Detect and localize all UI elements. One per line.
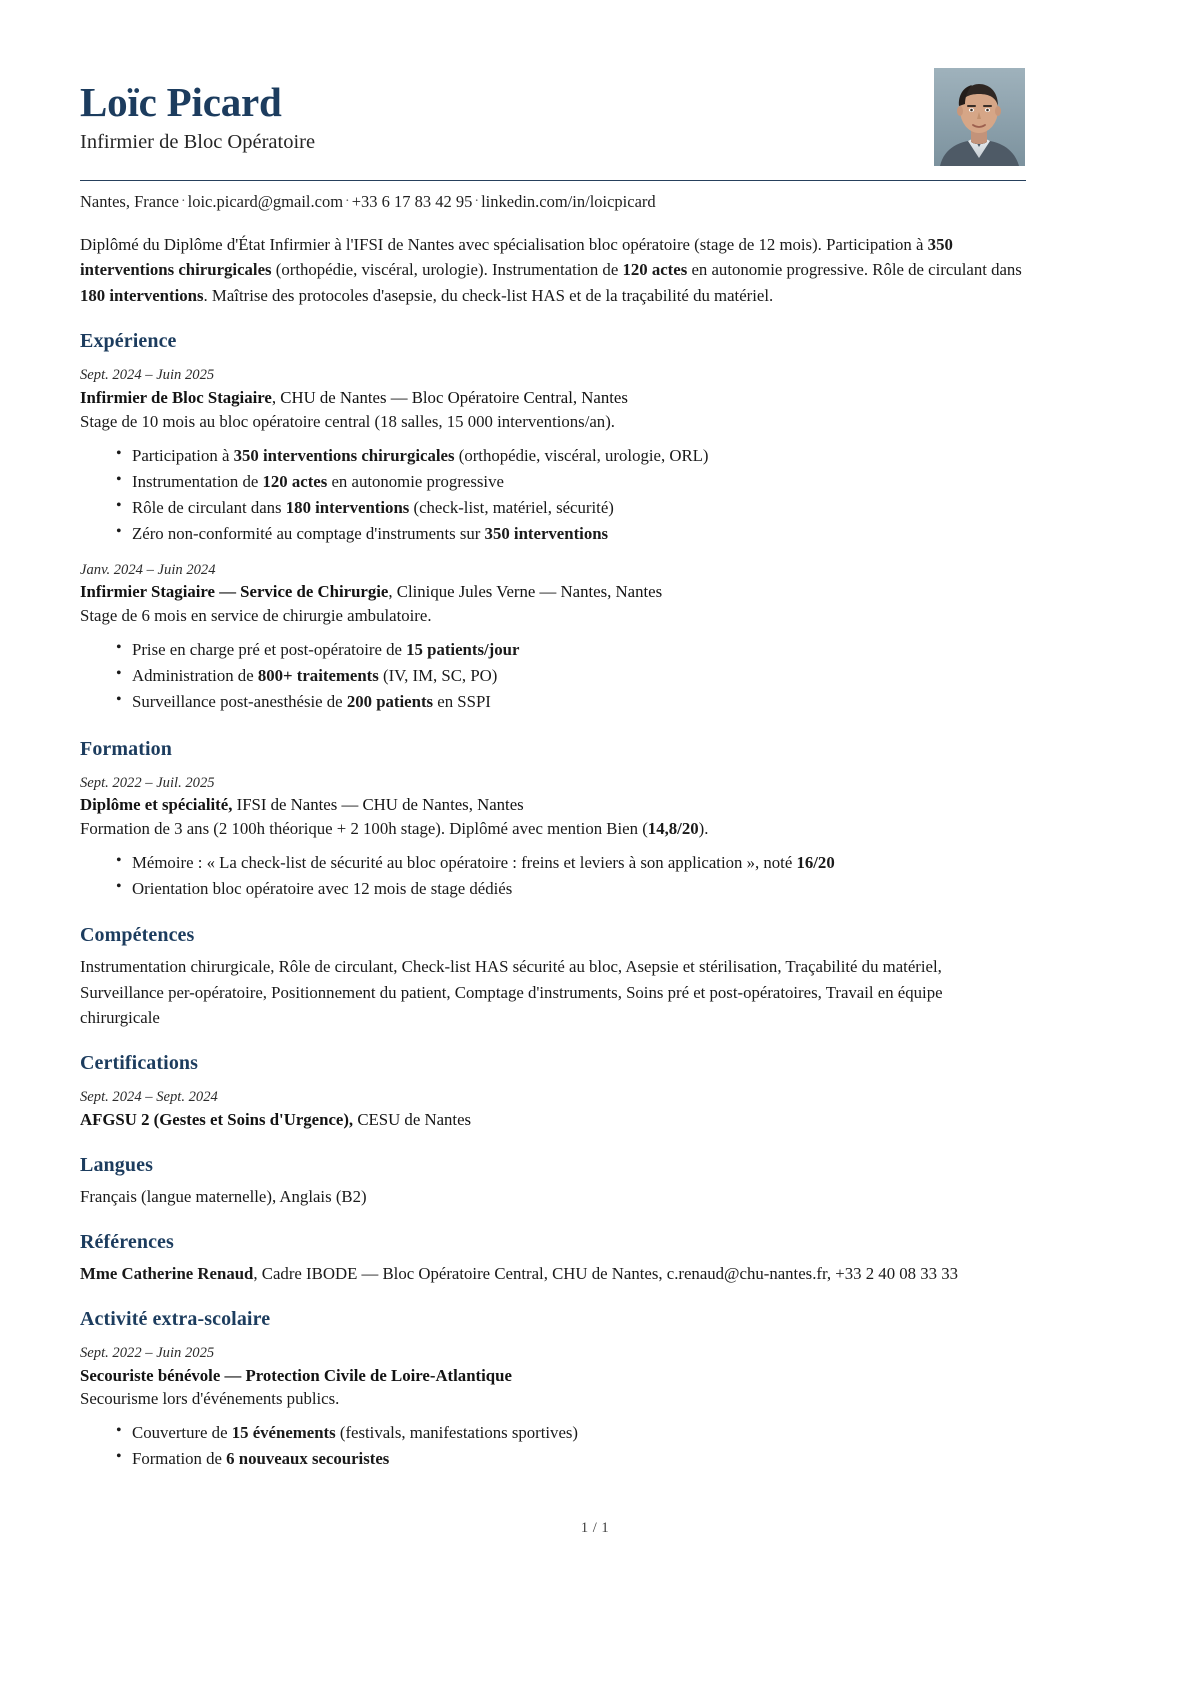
contact-linkedin[interactable]: linkedin.com/in/loicpicard xyxy=(481,192,656,211)
entry-title: Secouriste bénévole — Protection Civile de Loire-Atlantique xyxy=(80,1365,512,1385)
contact-email[interactable]: loic.picard@gmail.com xyxy=(187,192,344,211)
section-title-competences: Compétences xyxy=(80,924,195,947)
list-item: • Instrumentation de 120 actes en autonomie progressive xyxy=(116,469,1026,495)
entry-title: Infirmier Stagiaire — Service de Chirurgie, Clinique Jules Verne — Nantes, Nantes xyxy=(80,582,663,602)
entry-bullet-list xyxy=(80,443,1026,548)
section-activite-extra-scolaire xyxy=(80,1307,1026,1473)
entry-description: Formation de 3 ans (2 100h théorique + 2 100h stage). Diplômé avec mention Bien (14,8/20). xyxy=(80,819,709,839)
list-item: • Rôle de circulant dans 180 interventions (check-list, matériel, sécurité) xyxy=(116,495,1026,521)
entry-description: Secourisme lors d'événements publics. xyxy=(80,1389,340,1409)
list-item: • Zéro non-conformité au comptage d'instruments sur 350 interventions xyxy=(116,521,1026,547)
entry-description: Stage de 6 mois en service de chirurgie ambulatoire. xyxy=(80,606,432,626)
entry-title: Diplôme et spécialité, IFSI de Nantes — CHU de Nantes, Nantes xyxy=(80,795,524,815)
entry-bullet-list xyxy=(80,637,1026,716)
contact-separator-icon: · xyxy=(345,194,350,209)
entry xyxy=(80,774,1026,903)
entry-description: Stage de 10 mois au bloc opératoire central (18 salles, 15 000 interventions/an). xyxy=(80,412,615,432)
section-langues xyxy=(80,1153,1026,1209)
resume-sections xyxy=(80,329,1026,1472)
list-item: • Participation à 350 interventions chirurgicales (orthopédie, viscéral, urologie, ORL) xyxy=(116,443,1026,469)
contact-phone[interactable]: +33 6 17 83 42 95 xyxy=(351,192,473,211)
list-item: • Orientation bloc opératoire avec 12 mois de stage dédiés xyxy=(116,876,1026,902)
section-experience xyxy=(80,329,1026,715)
entry xyxy=(80,366,1026,547)
section-body-competences: Instrumentation chirurgicale, Rôle de circulant, Check-list HAS sécurité au bloc, Asepsie et stérilisation, Traçabilité du matériel, Surveillance per-opératoire, Positionnement du patient, Comptage d'instruments, Soins pré et post-opératoires, Travail en équipe chirurgicale xyxy=(80,957,943,1027)
portrait-photo-icon xyxy=(934,68,1025,166)
list-item: • Formation de 6 nouveaux secouristes xyxy=(116,1446,1026,1472)
section-competences xyxy=(80,923,1026,1030)
section-title-experience: Expérience xyxy=(80,330,177,353)
list-item: • Prise en charge pré et post-opératoire de 15 patients/jour xyxy=(116,637,1026,663)
entry xyxy=(80,1088,1026,1132)
section-body-references: Mme Catherine Renaud, Cadre IBODE — Bloc Opératoire Central, CHU de Nantes, c.renaud@chu-nantes.fr, +33 2 40 08 33 33 xyxy=(80,1263,959,1283)
entry-date: Janv. 2024 – Juin 2024 xyxy=(80,561,216,578)
entry-date: Sept. 2022 – Juil. 2025 xyxy=(80,774,215,791)
section-formation xyxy=(80,737,1026,903)
section-certifications xyxy=(80,1051,1026,1132)
contact-separator-icon: · xyxy=(474,194,480,209)
entry-bullet-list xyxy=(80,1420,1026,1472)
section-body-langues: Français (langue maternelle), Anglais (B2) xyxy=(80,1186,367,1206)
page-indicator: 1 / 1 xyxy=(580,1520,610,1536)
page-title: Loïc Picard xyxy=(80,79,282,125)
entry-title: Infirmier de Bloc Stagiaire, CHU de Nantes — Bloc Opératoire Central, Nantes xyxy=(80,388,628,408)
entry xyxy=(80,561,1026,716)
header-divider xyxy=(80,180,1026,181)
section-title-references: Références xyxy=(80,1230,174,1253)
contact-separator-icon: · xyxy=(180,194,186,209)
list-item: • Couverture de 15 événements (festivals, manifestations sportives) xyxy=(116,1420,1026,1446)
section-references xyxy=(80,1230,1026,1286)
page-footer xyxy=(0,1520,1190,1537)
section-title-formation: Formation xyxy=(80,737,172,760)
section-title-certifications: Certifications xyxy=(80,1052,199,1074)
entry xyxy=(80,1344,1026,1473)
entry-date: Sept. 2022 – Juin 2025 xyxy=(80,1344,215,1361)
professional-summary: Diplômé du Diplôme d'État Infirmier à l'IFSI de Nantes avec spécialisation bloc opératoire (stage de 12 mois). Participation à 350 interventions chirurgicales (orthopédie, viscéral, urologie). Instrumentation de 120 actes en autonomie progressive. Rôle de circulant dans 180 interventions. Maîtrise des protocoles d'asepsie, du check-list HAS et de la traçabilité du matériel. xyxy=(80,234,1022,305)
list-item: • Mémoire : « La check-list de sécurité au bloc opératoire : freins et leviers à son application », noté 16/20 xyxy=(116,850,1026,876)
section-title-langues: Langues xyxy=(80,1153,153,1176)
resume-header xyxy=(80,64,1026,168)
entry-bullet-list xyxy=(80,850,1026,902)
contact-location: Nantes, France xyxy=(80,192,179,211)
contact-line xyxy=(80,191,1026,214)
entry-date: Sept. 2024 – Sept. 2024 xyxy=(80,1089,218,1105)
resume-content xyxy=(80,64,1026,1473)
section-title-activite-extra-scolaire: Activité extra-scolaire xyxy=(80,1307,271,1330)
list-item: • Surveillance post-anesthésie de 200 patients en SSPI xyxy=(116,689,1026,715)
avatar xyxy=(934,68,1025,166)
entry-title: AFGSU 2 (Gestes et Soins d'Urgence), CESU de Nantes xyxy=(80,1109,472,1129)
headline: Infirmier de Bloc Opératoire xyxy=(80,131,316,154)
entry-date: Sept. 2024 – Juin 2025 xyxy=(80,367,215,384)
list-item: • Administration de 800+ traitements (IV, IM, SC, PO) xyxy=(116,663,1026,689)
